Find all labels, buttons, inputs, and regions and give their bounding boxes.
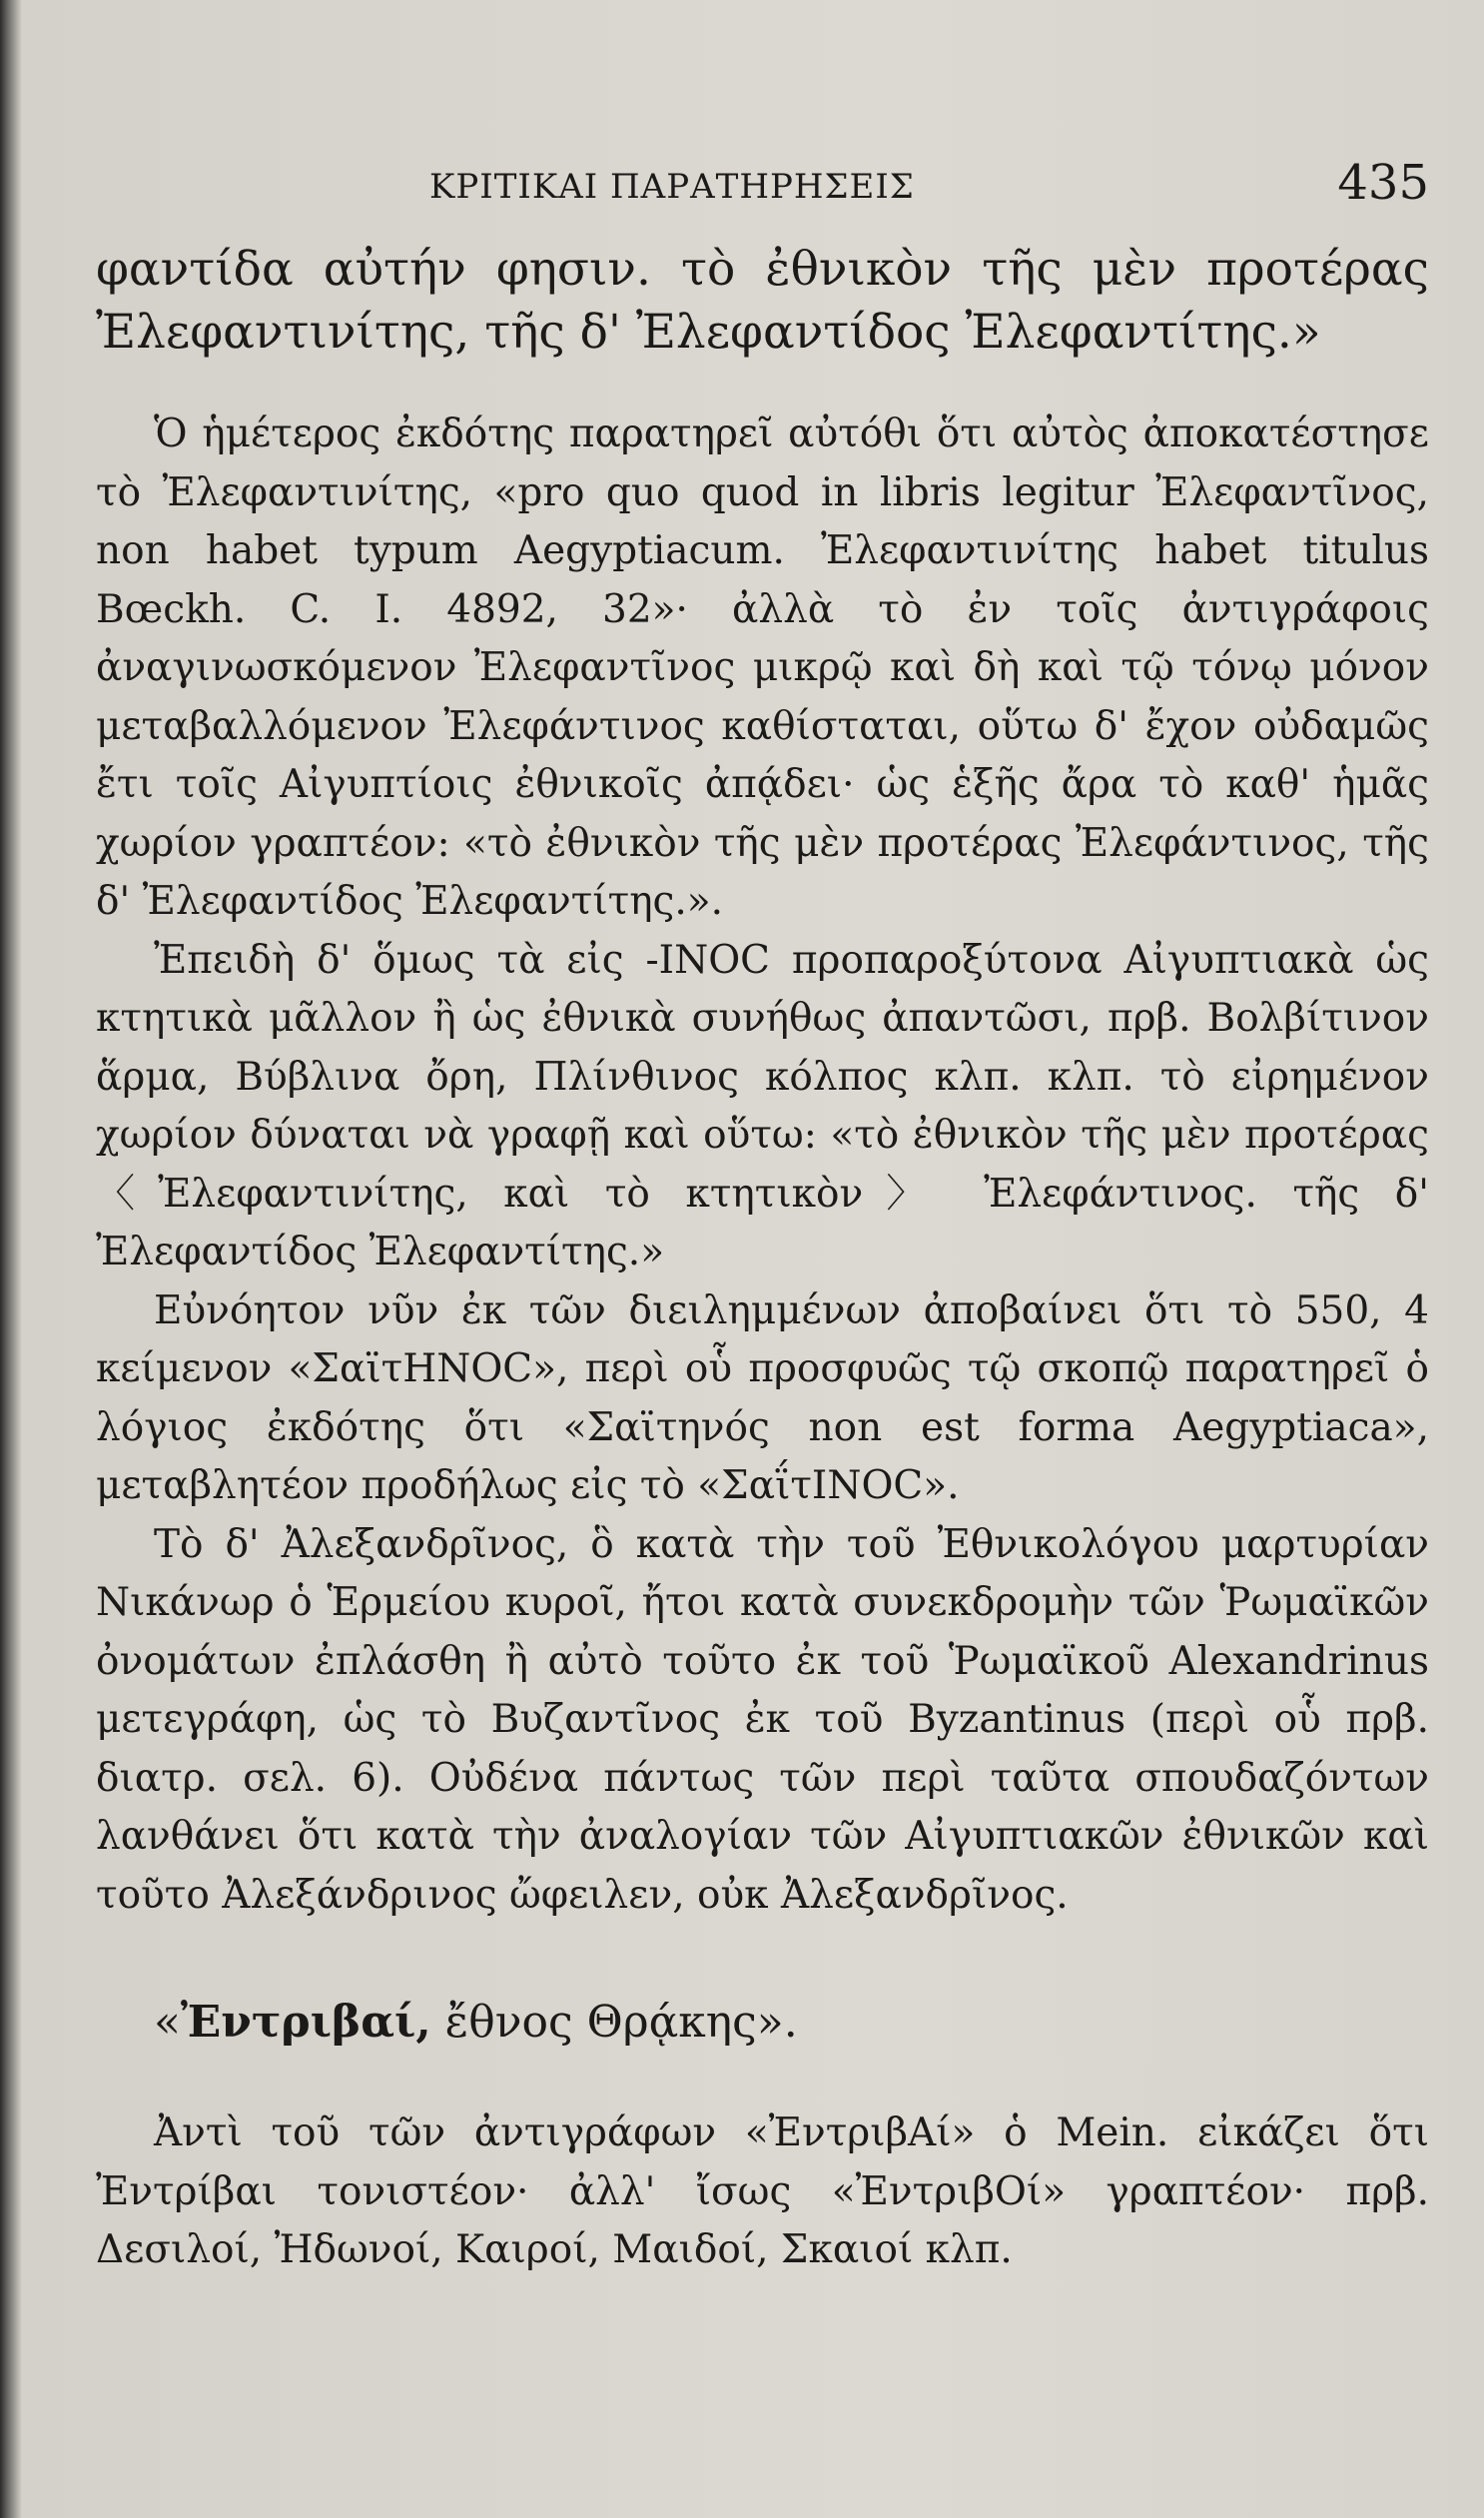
page-header bbox=[100, 155, 1429, 215]
lemma-headword: Ἐντριβαί, bbox=[180, 1997, 431, 2048]
page-number: 435 bbox=[1337, 155, 1429, 211]
paragraph-continuation: φαντίδα αὐτήν φησιν. τὸ ἐθνικὸν τῆς μὲν προτέρας Ἐλεφαντινίτης, τῆς δ' Ἐλεφαντίδος Ἐλεφαντίτης.» bbox=[96, 242, 1429, 360]
lemma-rest: ἔθνος Θρᾴκης». bbox=[430, 1997, 798, 2048]
lemma-entry bbox=[96, 1993, 1429, 2053]
text-body bbox=[96, 238, 1429, 2280]
paragraph-inoc: Ἐπειδὴ δ' ὅμως τὰ εἰς -INOC προπαροξύτονα Αἰγυπτιακὰ ὡς κτητικὰ μᾶλλον ἢ ὡς ἐθνικὰ συνήθως ἀπαντῶσι, πρβ. Βολβίτινον ἅρμα, Βύβλινα ὄρη, Πλίνθινος κόλπος κλπ. κλπ. τὸ εἰρημένον χωρίον δύναται νὰ γραφῇ καὶ οὕτω: «τὸ ἐθνικὸν τῆς μὲν προτέρας 〈Ἐλεφαντινίτης, καὶ τὸ κτητικὸν〉 Ἐλεφάντινος. τῆς δ' Ἐλεφαντίδος Ἐλεφαντίτης.» bbox=[96, 937, 1429, 1274]
paragraph-entribai: Ἀντὶ τοῦ τῶν ἀντιγράφων «ἘντριβΑί» ὁ Mein. εἰκάζει ὅτι Ἐντρίβαι τονιστέον· ἀλλ' ἴσως «ἘντριβΟί» γραπτέον· πρβ. Δεσιλοί, Ἠδωνοί, Καιροί, Μαιδοί, Σκαιοί κλπ. bbox=[96, 2110, 1429, 2272]
running-title: ΚΡΙΤΙΚΑΙ ΠΑΡΑΤΗΡΗΣΕΙΣ bbox=[429, 167, 915, 207]
paragraph-alexandrinos: Τὸ δ' Ἀλεξανδρῖνος, ὃ κατὰ τὴν τοῦ Ἐθνικολόγου μαρτυρίαν Νικάνωρ ὁ Ἑρμείου κυροῖ, ἤτοι κατὰ συνεκδρομὴν τῶν Ῥωμαϊκῶν ὀνομάτων ἐπλάσθη ἢ αὐτὸ τοῦτο ἐκ τοῦ Ῥωμαϊκοῦ Alexandrinus μετεγράφη, ὡς τὸ Βυζαντῖνος ἐκ τοῦ Byzantinus (περὶ οὗ πρβ. διατρ. σελ. 6). Οὐδένα πάντως τῶν περὶ ταῦτα σπουδαζόντων λανθάνει ὅτι κατὰ τὴν ἀναλογίαν τῶν Αἰγυπτιακῶν ἐθνικῶν καὶ τοῦτο Ἀλεξάνδρινος ὤφειλεν, οὐκ Ἀλεξανδρῖνος. bbox=[96, 1521, 1429, 1918]
lemma-open-quote: « bbox=[154, 1997, 181, 2048]
paragraph-editor-note: Ὁ ἡμέτερος ἐκδότης παρατηρεῖ αὐτόθι ὅτι αὐτὸς ἀποκατέστησε τὸ Ἐλεφαντινίτης, «pro quo quod in libris legitur Ἐλεφαντῖνος, non habet typum Aegyptiacum. Ἐλεφαντινίτης habet titulus Bœckh. C. I. 4892, 32»· ἀλλὰ τὸ ἐν τοῖς ἀντιγράφοις ἀναγινωσκόμενον Ἐλεφαντῖνος μικρῷ καὶ δὴ καὶ τῷ τόνῳ μόνον μεταβαλλόμενον Ἐλεφάντινος καθίσταται, οὕτω δ' ἔχον οὐδαμῶς ἔτι τοῖς Αἰγυπτίοις ἐθνικοῖς ἀπᾴδει· ὡς ἑξῆς ἄρα τὸ καθ' ἡμᾶς χωρίον γραπτέον: «τὸ ἐθνικὸν τῆς μὲν προτέρας Ἐλεφάντινος, τῆς δ' Ἐλεφαντίδος Ἐλεφαντίτης.». bbox=[96, 412, 1429, 924]
paragraph-saitinos: Εὐνόητον νῦν ἐκ τῶν διειλημμένων ἀποβαίνει ὅτι τὸ 550, 4 κείμενον «ΣαϊτΗΝΟC», περὶ οὗ προσφυῶς τῷ σκοπῷ παρατηρεῖ ὁ λόγιος ἐκδότης ὅτι «Σαϊτηνός non est forma Aegyptiaca», μεταβλητέον προδήλως εἰς τὸ «ΣαΐτΙΝΟC». bbox=[96, 1287, 1429, 1508]
